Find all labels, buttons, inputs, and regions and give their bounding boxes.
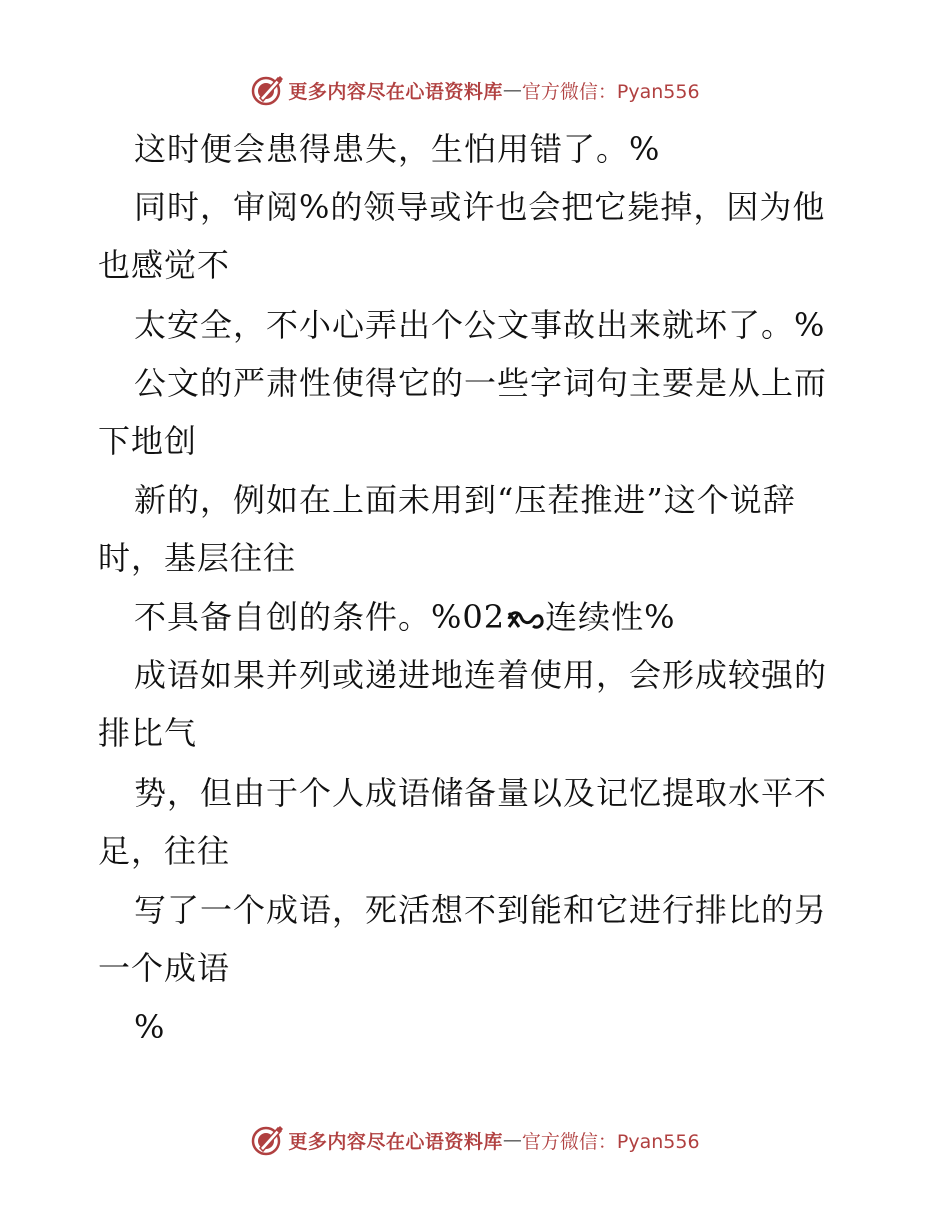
line-text: 不具备自创的条件。%02 [134, 598, 506, 636]
ornament-icon [505, 605, 545, 635]
watermark-contact: 官方微信：Pyan556 [521, 1130, 700, 1153]
paragraph-line: 这时便会患得患失，生怕用错了。% [134, 130, 661, 168]
watermark-contact: 官方微信：Pyan556 [521, 80, 700, 103]
paragraph-line: % [134, 1008, 166, 1046]
paragraph-line: 足，往往 [98, 832, 231, 870]
watermark-text: 更多内容尽在心语资料库 [288, 80, 503, 103]
watermark-text: 更多内容尽在心语资料库 [288, 1130, 503, 1153]
paragraph-line-with-ornament [134, 597, 676, 637]
footer-watermark [0, 1120, 950, 1160]
paragraph-line: 下地创 [98, 422, 198, 460]
paragraph-line: 排比气 [98, 714, 198, 752]
paragraph-line: 太安全，不小心弄出个公文事故出来就坏了。% [134, 306, 826, 344]
paragraph-line: 一个成语 [98, 949, 231, 987]
paragraph-line: 写了一个成语，死活想不到能和它进行排比的另 [134, 891, 828, 929]
paragraph-line: 时，基层往往 [98, 539, 297, 577]
paragraph-line: 同时，审阅%的领导或许也会把它毙掉，因为他 [134, 188, 826, 226]
paragraph-line: 也感觉不 [98, 246, 231, 284]
pen-logo-icon [250, 72, 286, 108]
paragraph-line: 新的，例如在上面未用到“压茬推进”这个说辞 [134, 481, 796, 519]
watermark-separator: — [502, 1129, 522, 1151]
line-text: 连续性% [545, 598, 676, 636]
pen-logo-icon [250, 1122, 286, 1158]
paragraph-line: 势，但由于个人成语储备量以及记忆提取水平不 [134, 774, 828, 812]
watermark-separator: — [502, 79, 522, 101]
paragraph-line: 成语如果并列或递进地连着使用，会形成较强的 [134, 656, 828, 694]
paragraph-line: 公文的严肃性使得它的一些字词句主要是从上而 [134, 364, 828, 402]
header-watermark [0, 70, 950, 110]
